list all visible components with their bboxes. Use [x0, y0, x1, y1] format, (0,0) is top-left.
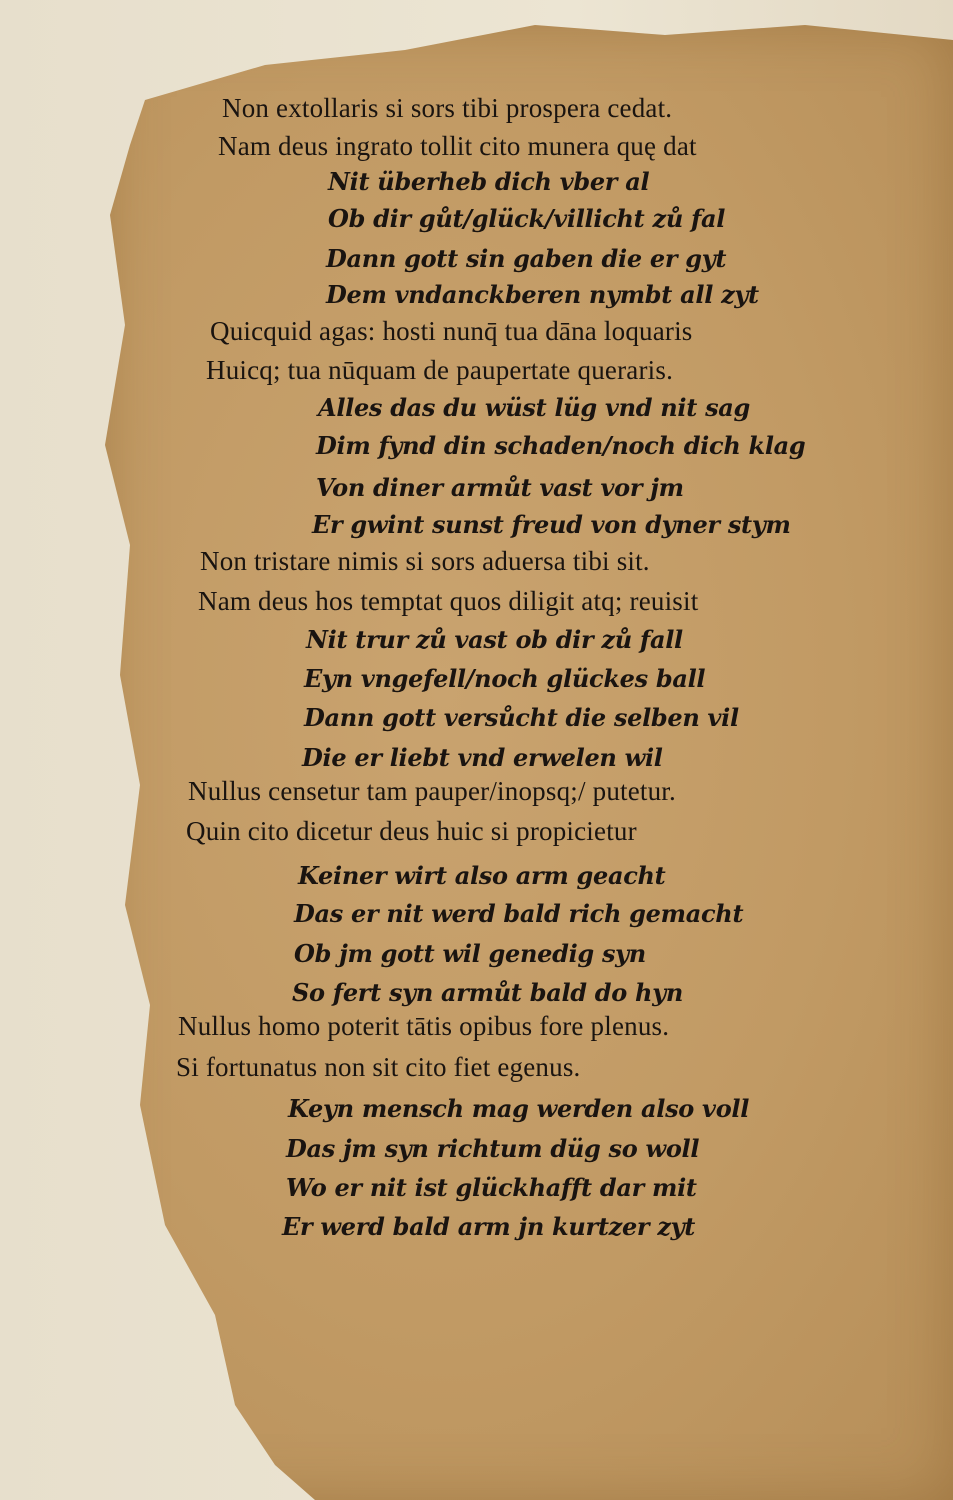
latin-line: Quin cito dicetur deus huic si propicietur — [186, 816, 637, 846]
german-line: Eyn vngefell/noch glückes ball — [304, 664, 706, 693]
german-line: Ob jm gott wil genedig syn — [294, 939, 646, 968]
german-line: So fert syn armůt bald do hyn — [292, 978, 683, 1007]
german-line: Keyn mensch mag werden also voll — [288, 1094, 750, 1123]
german-line: Nit überheb dich vber al — [328, 167, 650, 196]
german-line: Alles das du wüst lüg vnd nit sag — [318, 393, 751, 422]
latin-line: Huicq; tua nūquam de paupertate queraris. — [206, 355, 674, 385]
german-line: Die er liebt vnd erwelen wil — [302, 743, 663, 772]
german-line: Dem vndanckberen nymbt all zyt — [326, 280, 759, 309]
latin-line: Nullus censetur tam pauper/inopsq;/ putetur. — [188, 776, 676, 806]
german-line: Nit trur zů vast ob dir zů fall — [306, 625, 683, 654]
latin-line: Quicquid agas: hosti nunq̄ tua dāna loquaris — [210, 316, 693, 346]
german-line: Von diner armůt vast vor jm — [316, 473, 684, 502]
german-line: Er werd bald arm jn kurtzer zyt — [282, 1212, 696, 1241]
latin-line: Non tristare nimis si sors aduersa tibi sit. — [200, 546, 650, 576]
latin-line: Non extollaris si sors tibi prospera cedat. — [222, 93, 673, 123]
german-line: Dann gott sin gaben die er gyt — [326, 244, 727, 273]
german-line: Dann gott versůcht die selben vil — [304, 703, 739, 732]
latin-line: Nam deus hos temptat quos diligit atq; reuisit — [198, 586, 699, 616]
german-line: Das jm syn richtum düg so woll — [286, 1134, 700, 1163]
latin-line: Si fortunatus non sit cito fiet egenus. — [176, 1052, 581, 1082]
german-line: Wo er nit ist glückhafft dar mit — [286, 1173, 697, 1202]
latin-line: Nullus homo poterit tātis opibus fore plenus. — [178, 1011, 670, 1041]
latin-line: Nam deus ingrato tollit cito munera quę dat — [218, 131, 697, 161]
german-line: Keiner wirt also arm geacht — [298, 861, 666, 890]
german-line: Dim fynd din schaden/noch dich klag — [316, 431, 806, 460]
german-line: Ob dir gůt/glück/villicht zů fal — [328, 204, 726, 233]
german-line: Er gwint sunst freud von dyner stym — [312, 510, 791, 539]
german-line: Das er nit werd bald rich gemacht — [294, 899, 744, 928]
